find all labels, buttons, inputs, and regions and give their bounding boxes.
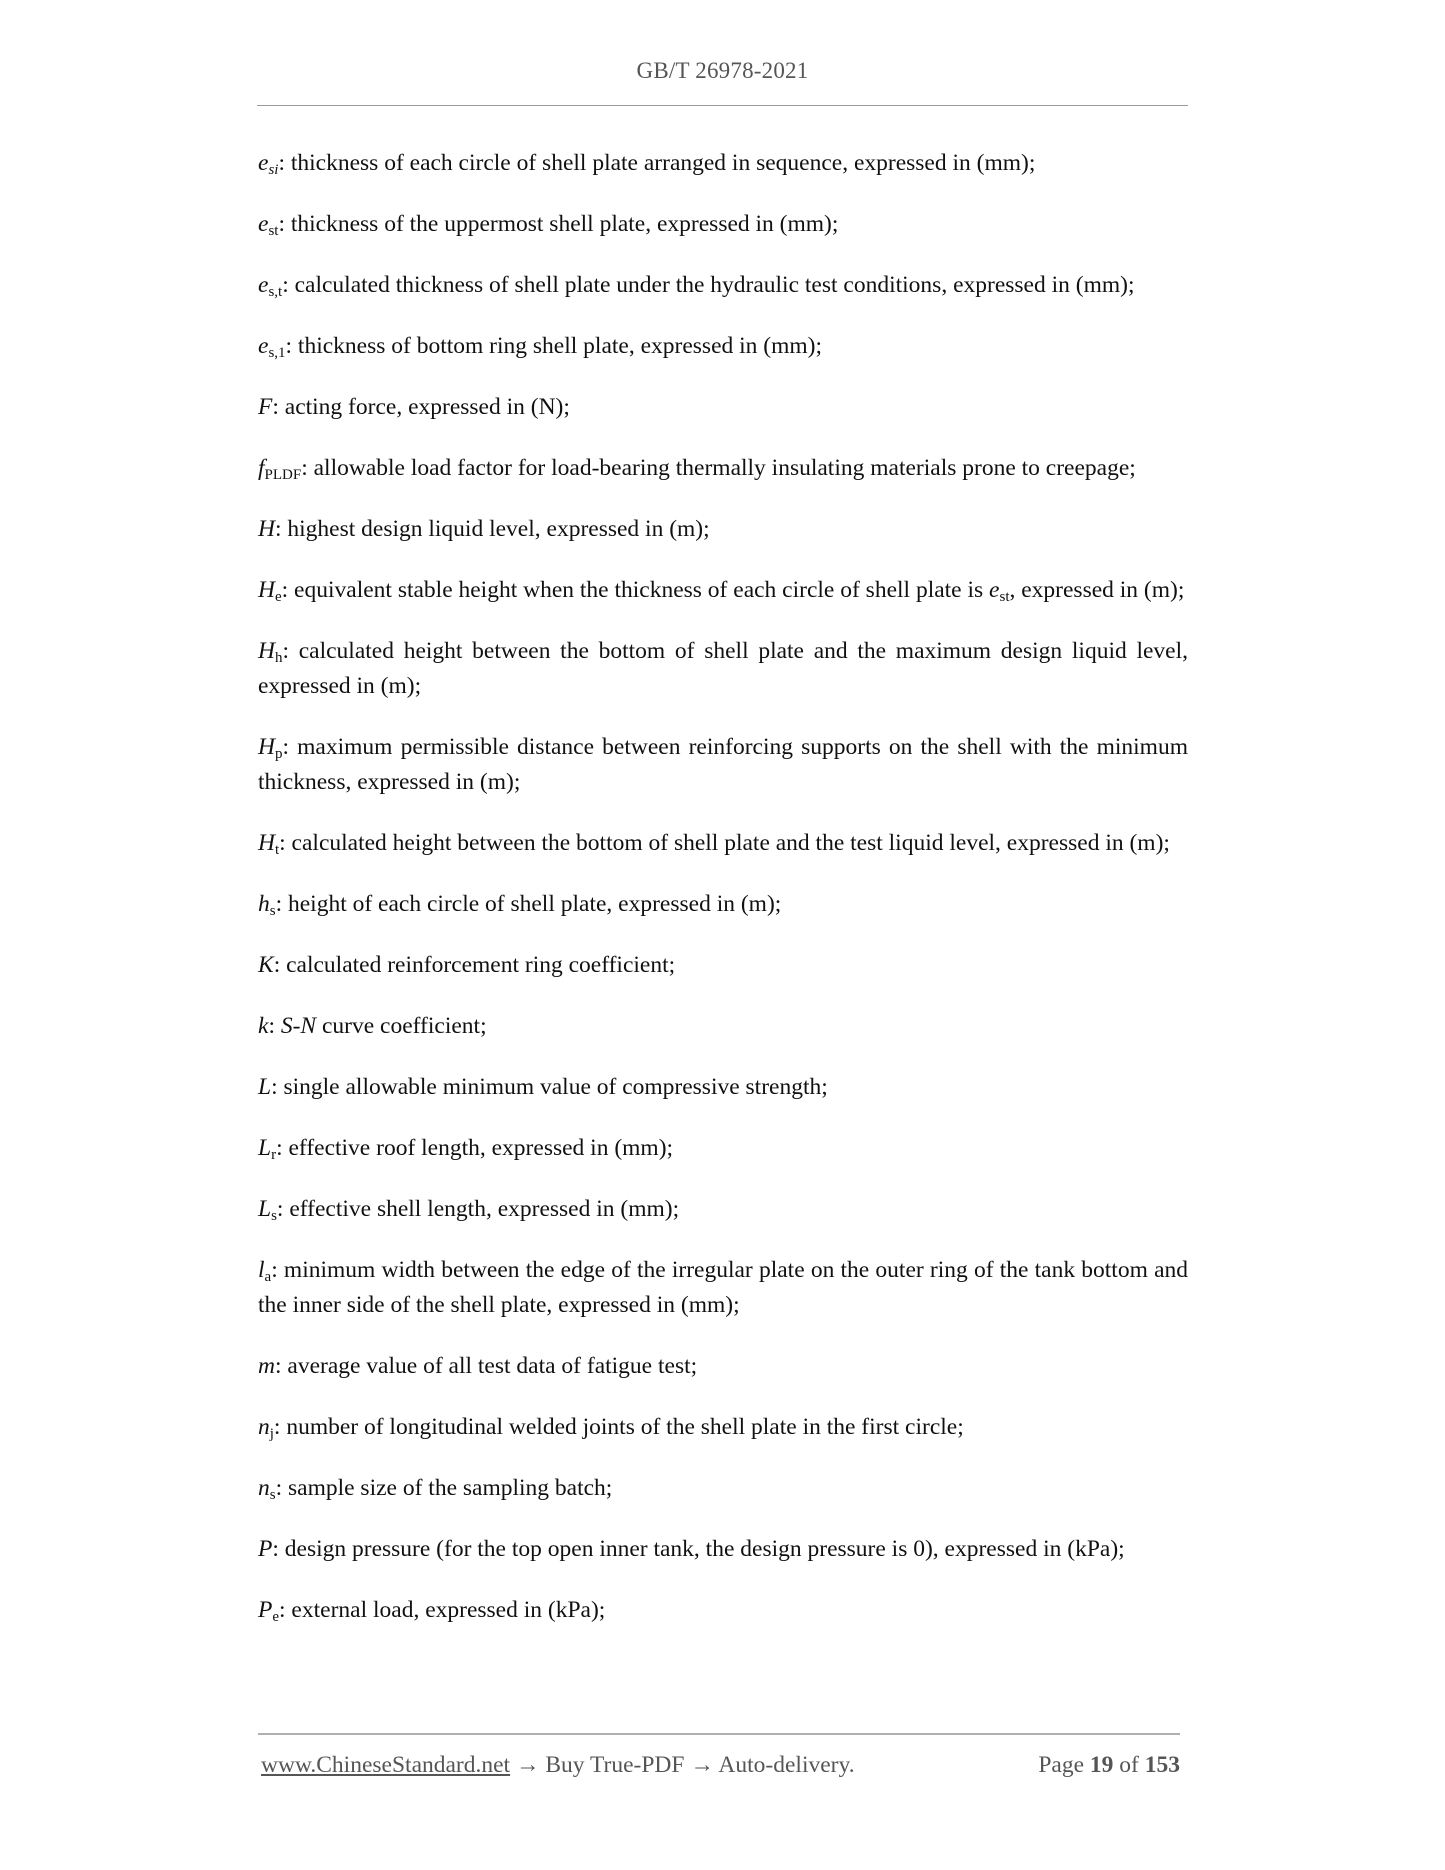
inline-symbol: e (989, 577, 1000, 603)
symbol: H (258, 516, 275, 542)
symbol: K (258, 952, 274, 978)
symbol-subscript: s (271, 1208, 277, 1224)
symbol-subscript: r (271, 1147, 277, 1163)
symbol-subscript: st (268, 223, 279, 239)
symbol-definition: : allowable load factor for load-bearing thermally insulating materials prone to creepage; (301, 455, 1136, 481)
symbol-entry (258, 634, 1188, 704)
inline-symbol-subscript: st (999, 589, 1010, 605)
symbol-entry (258, 1593, 1188, 1628)
symbol-definition: : height of each circle of shell plate, expressed in (m); (275, 891, 782, 917)
symbol: P (258, 1597, 273, 1623)
page-counter (1038, 1752, 1180, 1779)
symbol: e (258, 211, 269, 237)
symbol: F (258, 394, 273, 420)
symbol-subscript: e (272, 1609, 280, 1625)
symbol-subscript: e (274, 589, 282, 605)
symbol: H (258, 638, 275, 664)
symbol-entry (258, 948, 1188, 983)
symbol: H (258, 577, 275, 603)
footer-promo (261, 1752, 855, 1779)
symbol-subscript: s (269, 903, 276, 919)
symbol: e (258, 150, 269, 176)
symbol-entry (258, 1349, 1188, 1384)
symbol-entry (258, 826, 1188, 861)
symbol-entry (258, 1009, 1188, 1044)
symbol-entry (258, 1471, 1188, 1506)
symbol-entry (258, 887, 1188, 922)
symbol-definition: : calculated thickness of shell plate under the hydraulic test conditions, expressed in (mm); (282, 272, 1135, 298)
arrow-right-icon: → (690, 1752, 714, 1778)
symbol-subscript: si (268, 162, 279, 178)
website-link[interactable]: www.ChineseStandard.net (261, 1752, 511, 1778)
symbol-subscript: t (274, 842, 280, 858)
symbol-entry (258, 1410, 1188, 1445)
document-header-title: GB/T 26978-2021 (636, 58, 809, 83)
symbol-definition: : single allowable minimum value of compressive strength; (271, 1074, 828, 1100)
symbol-entry (258, 207, 1188, 242)
symbol: h (258, 891, 270, 917)
page-number: 19 (1089, 1752, 1114, 1778)
symbol-subscript: s (269, 1487, 276, 1503)
symbol-definition: : thickness of each circle of shell plate arranged in sequence, expressed in (mm); (278, 150, 1036, 176)
symbol-entry (258, 146, 1188, 181)
auto-delivery-text: Auto-delivery. (718, 1752, 855, 1778)
symbol-definition: : calculated reinforcement ring coefficient; (273, 952, 676, 978)
symbol-definition: : design pressure (for the top open inner tank, the design pressure is 0), expressed in (kPa); (272, 1536, 1125, 1562)
symbol-definition: : external load, expressed in (kPa); (279, 1597, 606, 1623)
symbol-subscript: j (269, 1426, 274, 1442)
symbol: e (258, 272, 269, 298)
header-divider (257, 105, 1188, 106)
symbol-entry (258, 329, 1188, 364)
symbol-definition: curve coefficient; (316, 1013, 487, 1039)
symbol-entry (258, 390, 1188, 425)
symbol-subscript: PLDF (264, 467, 302, 483)
symbol: f (258, 455, 265, 481)
footer-divider (258, 1733, 1180, 1735)
symbol: H (258, 830, 275, 856)
symbol: L (258, 1196, 272, 1222)
symbol-subscript: s,1 (268, 345, 286, 361)
symbol-entry (258, 1192, 1188, 1227)
symbol-definition: , expressed in (m); (1009, 577, 1185, 603)
symbol-definition: : sample size of the sampling batch; (275, 1475, 613, 1501)
symbol: n (258, 1414, 270, 1440)
symbol-entry (258, 1253, 1188, 1323)
of-label: of (1119, 1752, 1139, 1778)
symbol: H (258, 734, 275, 760)
symbol-definition: : highest design liquid level, expressed in (m); (274, 516, 710, 542)
symbol: P (258, 1536, 273, 1562)
symbol-entry (258, 730, 1188, 800)
symbol-definition: : calculated height between the bottom of shell plate and the test liquid level, expressed in (m); (279, 830, 1170, 856)
symbol-entry (258, 573, 1188, 608)
symbol-definition: : number of longitudinal welded joints of the shell plate in the first circle; (273, 1414, 964, 1440)
symbol-entry (258, 512, 1188, 547)
symbol-definition: : average value of all test data of fatigue test; (274, 1353, 698, 1379)
symbol-entry (258, 268, 1188, 303)
page-label: Page (1038, 1752, 1085, 1778)
symbol-definition-part: : (268, 1013, 281, 1039)
symbol-definition: : effective roof length, expressed in (mm); (276, 1135, 674, 1161)
symbol-entry (258, 451, 1188, 486)
arrow-right-icon: → (515, 1752, 540, 1778)
page-total: 153 (1144, 1752, 1180, 1778)
buy-pdf-text: Buy True-PDF (545, 1752, 685, 1778)
symbol: L (258, 1074, 272, 1100)
symbol-definition: : maximum permissible distance between reinforcing supports on the shell with the minimum thickness, expressed in (m); (258, 734, 1188, 795)
symbol: e (258, 333, 269, 359)
symbol-entry (258, 1131, 1188, 1166)
symbol: L (258, 1135, 272, 1161)
symbol-entry (258, 1532, 1188, 1567)
symbol-subscript: p (274, 746, 283, 762)
symbol-definition: : thickness of bottom ring shell plate, expressed in (mm); (285, 333, 823, 359)
symbol: k (258, 1013, 269, 1039)
symbol-definition: : calculated height between the bottom of shell plate and the maximum design liquid level, expressed in (m); (258, 638, 1188, 699)
inline-symbol: S-N (280, 1013, 317, 1039)
symbol-subscript: h (274, 650, 283, 666)
symbol-definition: : minimum width between the edge of the irregular plate on the outer ring of the tank bottom and the inner side of the shell plate, expressed in (mm); (258, 1257, 1188, 1318)
symbol-definition-part: : equivalent stable height when the thickness of each circle of shell plate is (281, 577, 990, 603)
symbol-list (258, 146, 1188, 1654)
symbol: n (258, 1475, 270, 1501)
symbol-subscript: a (264, 1269, 272, 1285)
symbol: m (258, 1353, 275, 1379)
symbol-subscript: s,t (268, 284, 283, 300)
symbol-entry (258, 1070, 1188, 1105)
symbol-definition: : thickness of the uppermost shell plate, expressed in (mm); (278, 211, 839, 237)
symbol-definition: : acting force, expressed in (N); (272, 394, 570, 420)
symbol: l (258, 1257, 265, 1283)
symbol-definition: : effective shell length, expressed in (mm); (276, 1196, 680, 1222)
